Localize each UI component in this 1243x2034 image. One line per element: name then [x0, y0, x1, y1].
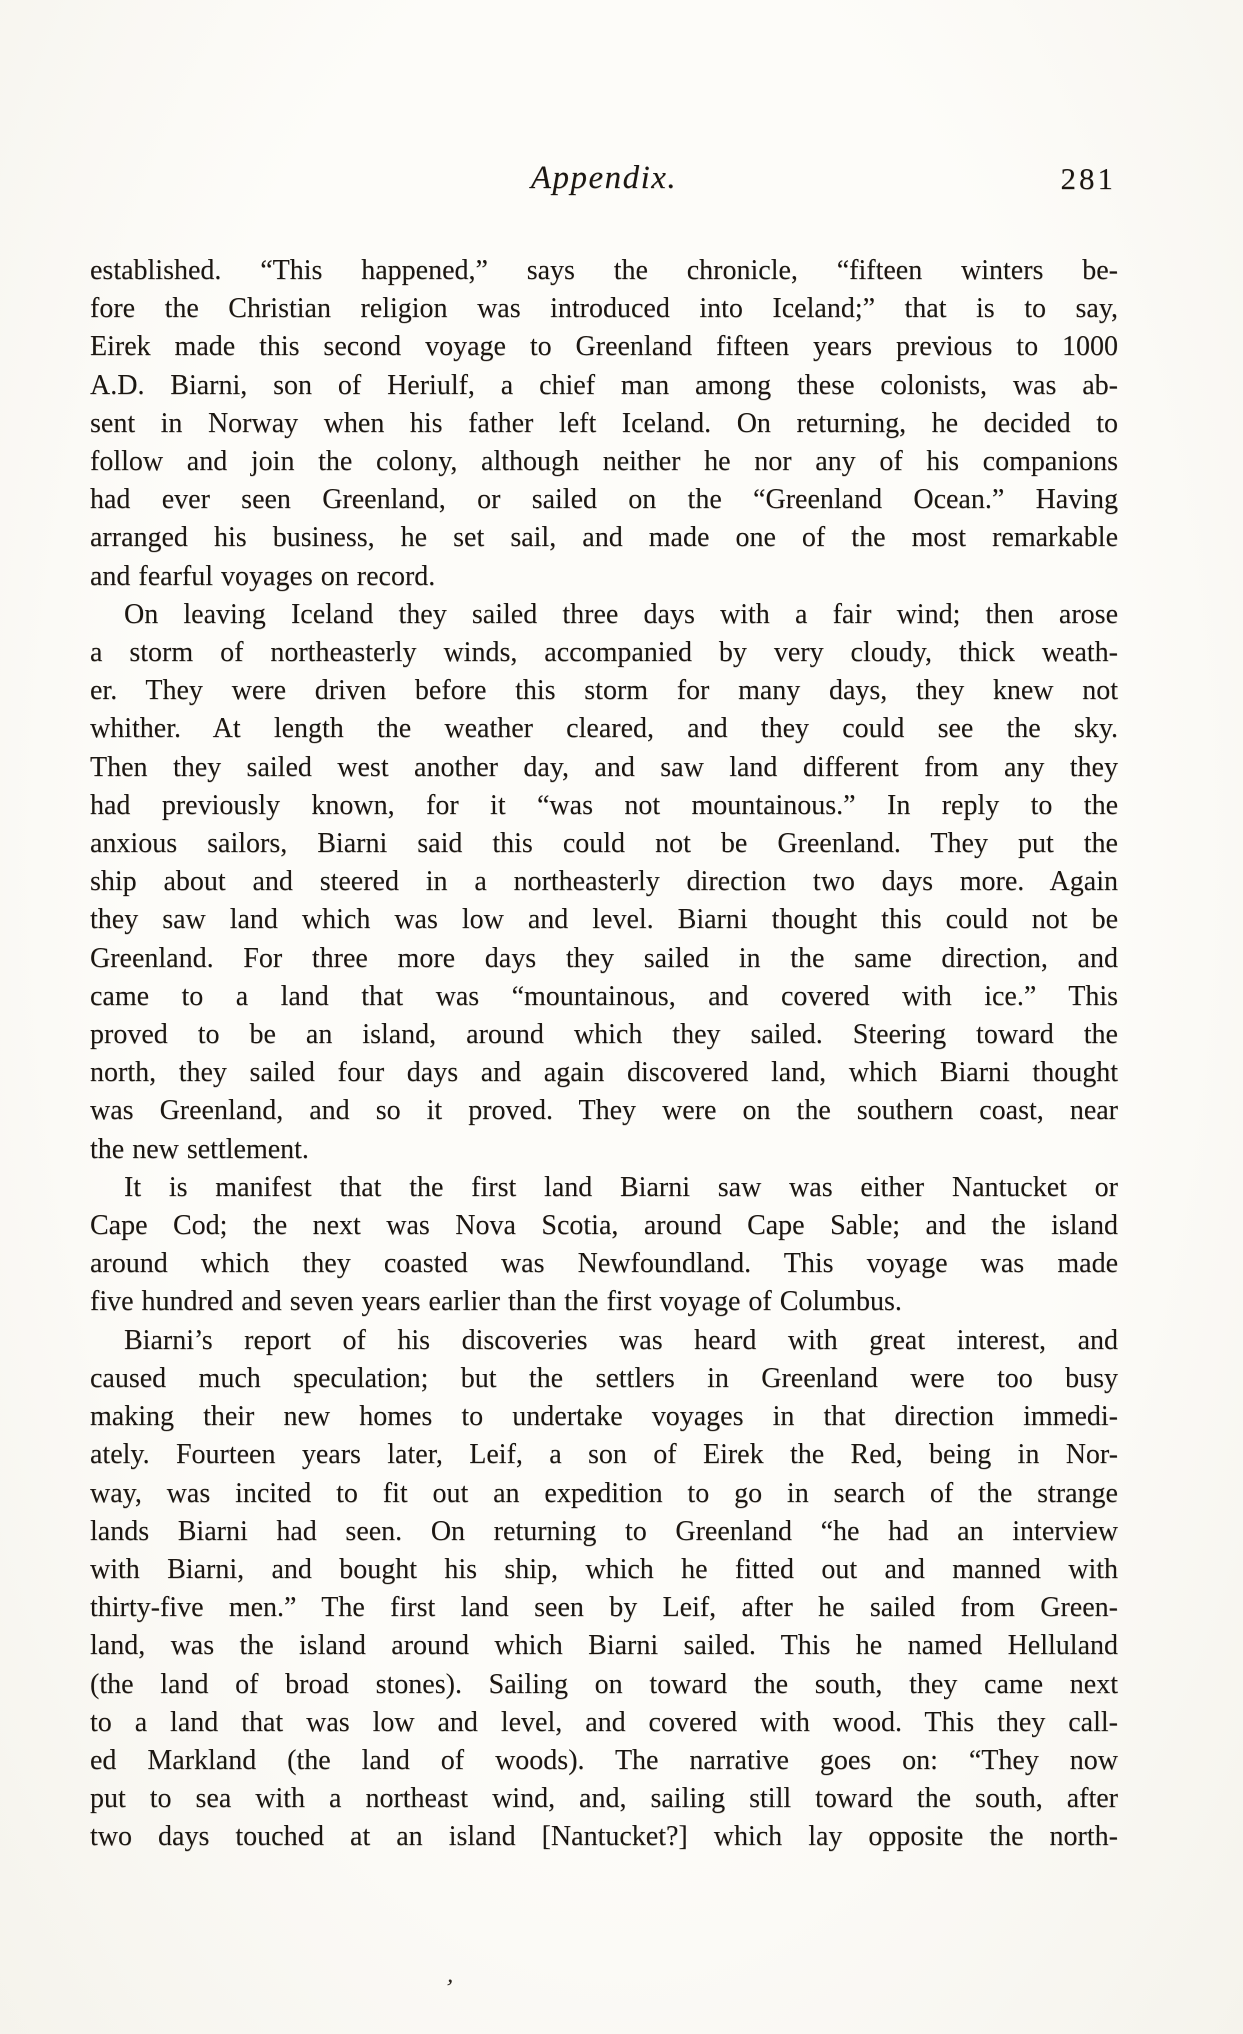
page-header [90, 160, 1118, 206]
text-line: It is manifest that the first land Biarni saw was either Nantucket or [124, 1171, 1118, 1203]
text-line: Biarni’s report of his discoveries was heard with great interest, and [124, 1324, 1118, 1356]
text-line: making their new homes to undertake voyages in that direction immedi- [90, 1401, 1118, 1433]
text-line: Cape Cod; the next was Nova Scotia, around Cape Sable; and the island [90, 1210, 1118, 1242]
text-line: Eirek made this second voyage to Greenland fifteen years previous to 1000 [90, 331, 1118, 363]
text-line: and fearful voyages on record. [90, 560, 436, 592]
text-line: anxious sailors, Biarni said this could not be Greenland. They put the [90, 828, 1118, 860]
text-line: with Biarni, and bought his ship, which he fitted out and manned with [90, 1553, 1118, 1585]
text-line: Then they sailed west another day, and saw land different from any they [90, 751, 1118, 783]
text-line: five hundred and seven years earlier than the first voyage of Columbus. [90, 1286, 902, 1318]
text-line: came to a land that was “mountainous, and covered with ice.” This [90, 980, 1118, 1012]
text-line: proved to be an island, around which they sailed. Steering toward the [90, 1019, 1118, 1051]
text-line: two days touched at an island [Nantucket?] which lay opposite the north- [90, 1821, 1118, 1853]
text-line: Greenland. For three more days they sailed in the same direction, and [90, 942, 1118, 974]
text-line: had previously known, for it “was not mountainous.” In reply to the [90, 789, 1118, 821]
text-line: On leaving Iceland they sailed three days with a fair wind; then arose [124, 598, 1118, 630]
text-line: put to sea with a northeast wind, and, sailing still toward the south, after [90, 1783, 1118, 1815]
text-line: ed Markland (the land of woods). The narrative goes on: “They now [90, 1744, 1118, 1776]
text-line: the new settlement. [90, 1133, 309, 1165]
text-line: caused much speculation; but the settlers in Greenland were too busy [90, 1362, 1118, 1394]
text-line: established. “This happened,” says the chronicle, “fifteen winters be- [90, 255, 1118, 286]
text-block [90, 252, 1118, 1857]
text-line: ship about and steered in a northeasterly direction two days more. Again [90, 866, 1118, 898]
text-line: arranged his business, he set sail, and made one of the most remarkable [90, 522, 1118, 554]
text-line: (the land of broad stones). Sailing on toward the south, they came next [90, 1668, 1118, 1700]
text-line: north, they sailed four days and again discovered land, which Biarni thought [90, 1057, 1118, 1089]
text-line: whither. At length the weather cleared, and they could see the sky. [90, 713, 1118, 745]
text-line: around which they coasted was Newfoundland. This voyage was made [90, 1248, 1118, 1280]
text-line: thirty-five men.” The first land seen by Leif, after he sailed from Green- [90, 1592, 1118, 1624]
text-line: lands Biarni had seen. On returning to Greenland “he had an interview [90, 1515, 1118, 1547]
running-header-title: Appendix. [530, 160, 678, 196]
body-paragraph [90, 252, 1118, 596]
text-line: er. They were driven before this storm for many days, they knew not [90, 675, 1118, 707]
text-line: sent in Norway when his father left Iceland. On returning, he decided to [90, 407, 1118, 439]
page-number: 281 [1060, 161, 1116, 196]
text-line: way, was incited to fit out an expedition to go in search of the strange [90, 1477, 1118, 1509]
text-line: to a land that was low and level, and covered with wood. This they call- [90, 1706, 1118, 1738]
text-line: A.D. Biarni, son of Heriulf, a chief man among these colonists, was ab- [90, 369, 1118, 401]
text-line: a storm of northeasterly winds, accompanied by very cloudy, thick weath- [90, 637, 1118, 669]
body-paragraph [90, 596, 1118, 1169]
text-line: land, was the island around which Biarni sailed. This he named Helluland [90, 1630, 1118, 1662]
text-line: ately. Fourteen years later, Leif, a son of Eirek the Red, being in Nor- [90, 1439, 1118, 1471]
body-paragraph [90, 1169, 1118, 1322]
printers-mark: , [446, 1961, 456, 1989]
text-line: had ever seen Greenland, or sailed on the “Greenland Ocean.” Having [90, 484, 1118, 516]
body-paragraph [90, 1322, 1118, 1857]
text-line: follow and join the colony, although neither he nor any of his companions [90, 446, 1118, 478]
text-line: they saw land which was low and level. Biarni thought this could not be [90, 904, 1118, 936]
text-line: was Greenland, and so it proved. They were on the southern coast, near [90, 1095, 1118, 1127]
text-line: fore the Christian religion was introduced into Iceland;” that is to say, [90, 293, 1118, 325]
